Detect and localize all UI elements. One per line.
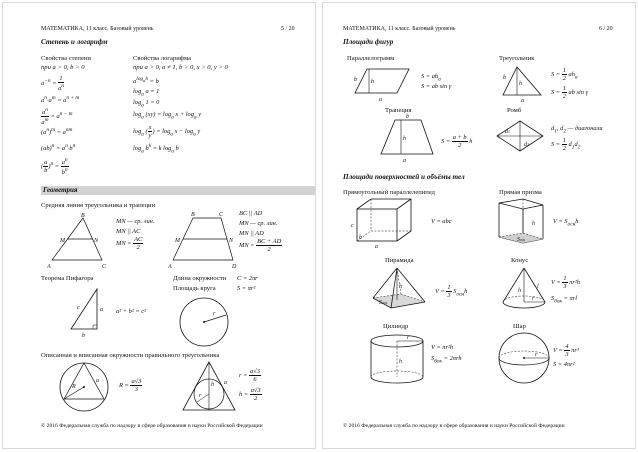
inscribed-title: Описанная и вписанная окружности правильного треугольника [41, 352, 220, 359]
section-title-areas: Площади фигур [343, 38, 394, 46]
ball-diagram [497, 331, 551, 385]
page-header-title: МАТЕМАТИКА, 11 класс. Базовый уровень [343, 26, 456, 32]
midline-triangle-diagram [47, 212, 107, 270]
par-label-a: a [379, 97, 382, 103]
midline-trap-text-0: BC || AD [239, 210, 263, 217]
page-6 [322, 2, 636, 449]
tri-area-label-b: b [503, 75, 506, 81]
powers-title: Свойства степени [41, 55, 91, 62]
cone-diagram [501, 266, 547, 312]
log-power: $\log_a b^k = k$ $\log_a b$ [133, 143, 179, 155]
cylinder-lateral-formula: $S_{бок} = 2\pi rh$ [431, 355, 462, 365]
triangle-area-formula-2: S = $\frac{1}{2}$ ab sin γ [551, 85, 589, 100]
tri-label-N: N [94, 238, 99, 244]
parallelogram-formula-2: S = ab sin γ [421, 83, 452, 90]
midline-trap-text-1: MN — ср. лин. [239, 220, 278, 227]
pythagoras-formula: a² + b² = c² [116, 308, 146, 315]
log-identity: $a^{log_ab} = b$ [133, 76, 159, 86]
tri-label-C: C [102, 264, 107, 270]
cone-title: Конус [511, 257, 529, 264]
page-footer: © 2016 Федеральная служба по надзору в сфере образования и науки Российской Федерации [41, 423, 263, 429]
pyramid-volume-formula: V = $\frac{1}{3}$ $S_{осн}h$ [435, 284, 468, 299]
log-one: $\log_a 1 = 0$ [133, 99, 160, 109]
midline-trap-formula: MN = $\frac{BC + AD}{2}$ [239, 238, 282, 253]
inradius-formula: r = $\frac{a√3}{6}$ [239, 368, 260, 383]
prism-volume-formula: $V = S_{осн}h$ [553, 218, 579, 228]
trap-label-C: C [219, 212, 224, 218]
power-formula-product-power: $(ab)^n = a^n\cdot b^n$ [41, 143, 76, 153]
tri-label-A: A [47, 264, 51, 270]
log-base: $\log_a a = 1$ [133, 88, 160, 98]
incircle-label-r: r [199, 393, 202, 399]
powers-condition: при a > 0, b > 0 [41, 64, 85, 71]
incircle-label-a: a [224, 380, 227, 386]
trapezoid-area-formula: S = $\frac{a + b}{2}$ h [441, 134, 473, 149]
midline-tri-text-1: MN — ср. лин. [116, 218, 155, 225]
power-formula-quotient: $\frac{a^n}{a^m}$ = $a^{n - m}$ [41, 107, 73, 127]
ball-volume-formula: V = $\frac{4}{3}$ πr³ [553, 343, 579, 358]
circum-label-R: R [72, 384, 76, 390]
cylinder-diagram [369, 333, 425, 387]
box-label-a: a [375, 244, 378, 250]
cone-label-l: l [537, 284, 539, 290]
circum-label-a: a [96, 378, 99, 384]
ball-label-r: r [535, 352, 538, 358]
midline-title: Средняя линия треугольника и трапеции [41, 202, 156, 209]
trap-label-D: D [232, 264, 237, 270]
prism-title: Прямая призма [499, 189, 542, 196]
trap-label-N: N [229, 238, 234, 244]
power-formula-product: $a^n\cdot a^m = a^{n + m}$ [41, 95, 80, 105]
triangle-area-diagram [501, 65, 547, 104]
trap-label-B: B [191, 212, 195, 218]
incircle-label-h: h [211, 382, 214, 388]
circum-radius-formula: R = $\frac{a√3}{3}$ [119, 378, 142, 393]
box-label-c: c [351, 223, 354, 229]
log-product: $\log_a (xy) = \log_a x + \log_a y$ [133, 111, 202, 121]
box-label-b: b [359, 235, 362, 241]
midline-trap-text-2: MN || AD [239, 230, 264, 237]
pythagoras-title: Теорема Пифагора [41, 275, 94, 282]
parallelogram-title: Параллелограмм [347, 55, 395, 62]
trapezoid-area-diagram [379, 116, 435, 162]
pyramid-title: Пирамида [385, 257, 414, 264]
power-formula-quotient-power: ( $\frac{a}{b}$ )$^n$ = $\frac{a^n}{b^n}$ [41, 157, 68, 177]
cylinder-label-r: r [407, 335, 410, 341]
log-quotient: $\log_a$ ( $\frac{x}{y}$ ) = $\log_a x - \log_a y$ [133, 124, 201, 139]
circle-length-label: Длина окружности [173, 275, 227, 282]
pyramid-label-h: h [399, 284, 402, 290]
cylinder-label-h: h [399, 359, 402, 365]
tri-label-M: M [60, 238, 65, 244]
midline-tri-formula: MN = $\frac{AC}{2}$ [116, 236, 143, 251]
parallelogram-formula-1: $S = ah_a$ [421, 73, 441, 83]
cone-label-h: h [518, 288, 521, 294]
page-header-title: МАТЕМАТИКА, 11 класс. Базовый уровень [41, 26, 154, 32]
midline-trapezoid-diagram [168, 212, 239, 270]
trap-area-label-a: a [403, 158, 406, 164]
box-volume-formula: V = abc [431, 218, 452, 225]
pythag-label-a: a [100, 307, 103, 313]
power-formula-power: $(a^n)^m = a^{nm}$ [41, 127, 73, 137]
tri-area-label-a: a [521, 98, 524, 104]
page-5 [2, 2, 316, 449]
section-title-geometry: Геометрия [41, 186, 316, 195]
cylinder-title: Цилиндр [383, 323, 409, 330]
parallelogram-diagram [353, 65, 413, 103]
cone-lateral-formula: $S_{бок} = \pi rl$ [551, 295, 578, 305]
section-title-powers: Степень и логарифм [41, 38, 108, 46]
trap-area-label-h: h [403, 136, 406, 142]
section-title-solids: Площади поверхностей и объёмы тел [343, 173, 465, 181]
triangle-area-formula-1: S = $\frac{1}{2}$ $ah_a$ [551, 67, 578, 82]
trapezoid-area-title: Трапеция [385, 107, 412, 114]
pyramid-diagram [371, 266, 431, 312]
rhombus-label-d2: d2 [524, 142, 529, 148]
page-footer: © 2016 Федеральная служба по надзору в сфере образования и науки Российской Федерации [343, 423, 565, 429]
midline-tri-text-2: MN || AC [116, 228, 141, 235]
trap-area-label-b: b [406, 114, 409, 120]
ball-surface-formula: S = 4πr² [553, 361, 575, 368]
ball-title: Шар [513, 323, 526, 330]
rhombus-diagram [495, 119, 545, 153]
circle-label-r: r [213, 311, 216, 317]
triangle-area-title: Треугольник [499, 55, 535, 62]
cylinder-volume-formula: V = πr²h [431, 344, 454, 351]
pyramid-label-base: Sосн [379, 300, 388, 306]
rhombus-diagonals-note: $d_1$, $d_2$ — диагонали [551, 125, 603, 135]
par-label-h: h [371, 79, 374, 85]
logs-title: Свойства логарифма [133, 55, 192, 62]
page-header-number: 5 / 20 [281, 26, 295, 32]
page-header-number: 6 / 20 [599, 26, 613, 32]
rhombus-area-formula: S = $\frac{1}{2}$ $d_1d_2$ [551, 137, 581, 152]
par-label-b: b [354, 77, 357, 83]
prism-label-h: h [532, 221, 535, 227]
rhombus-title: Ромб [507, 107, 522, 114]
circle-length-formula: C = 2πr [237, 275, 258, 282]
circle-area-formula: S = πr² [237, 285, 256, 292]
cone-label-r: r [532, 296, 535, 302]
prism-label-base: Sосн [517, 237, 526, 243]
box-title: Прямоугольный параллелепипед [343, 189, 436, 196]
logs-condition: при a > 0, a ≠ 1, b > 0, x > 0, y > 0 [133, 64, 228, 71]
circle-area-label: Площадь круга [173, 285, 216, 292]
pythag-label-b: b [82, 333, 85, 339]
pythagoras-triangle-diagram [67, 285, 107, 337]
power-formula-negative: $a^{-n}$ = $\frac{1}{a^n}$ [41, 75, 64, 93]
square-in-circle-diagram [59, 362, 111, 414]
tri-label-B: B [81, 213, 85, 219]
rhombus-label-d1: d1 [505, 129, 510, 135]
height-formula: h = $\frac{a√3}{2}$ [239, 387, 261, 402]
incircle-triangle-diagram [181, 360, 237, 416]
tri-area-label-h: h [519, 81, 522, 87]
cone-volume-formula: V = $\frac{1}{3}$ πr²h [551, 275, 580, 290]
trap-label-M: M [175, 238, 180, 244]
pythag-label-c: c [77, 305, 80, 311]
circle-diagram [177, 297, 231, 347]
trap-label-A: A [168, 264, 172, 270]
prism-diagram [495, 197, 547, 247]
box-diagram [351, 197, 417, 250]
